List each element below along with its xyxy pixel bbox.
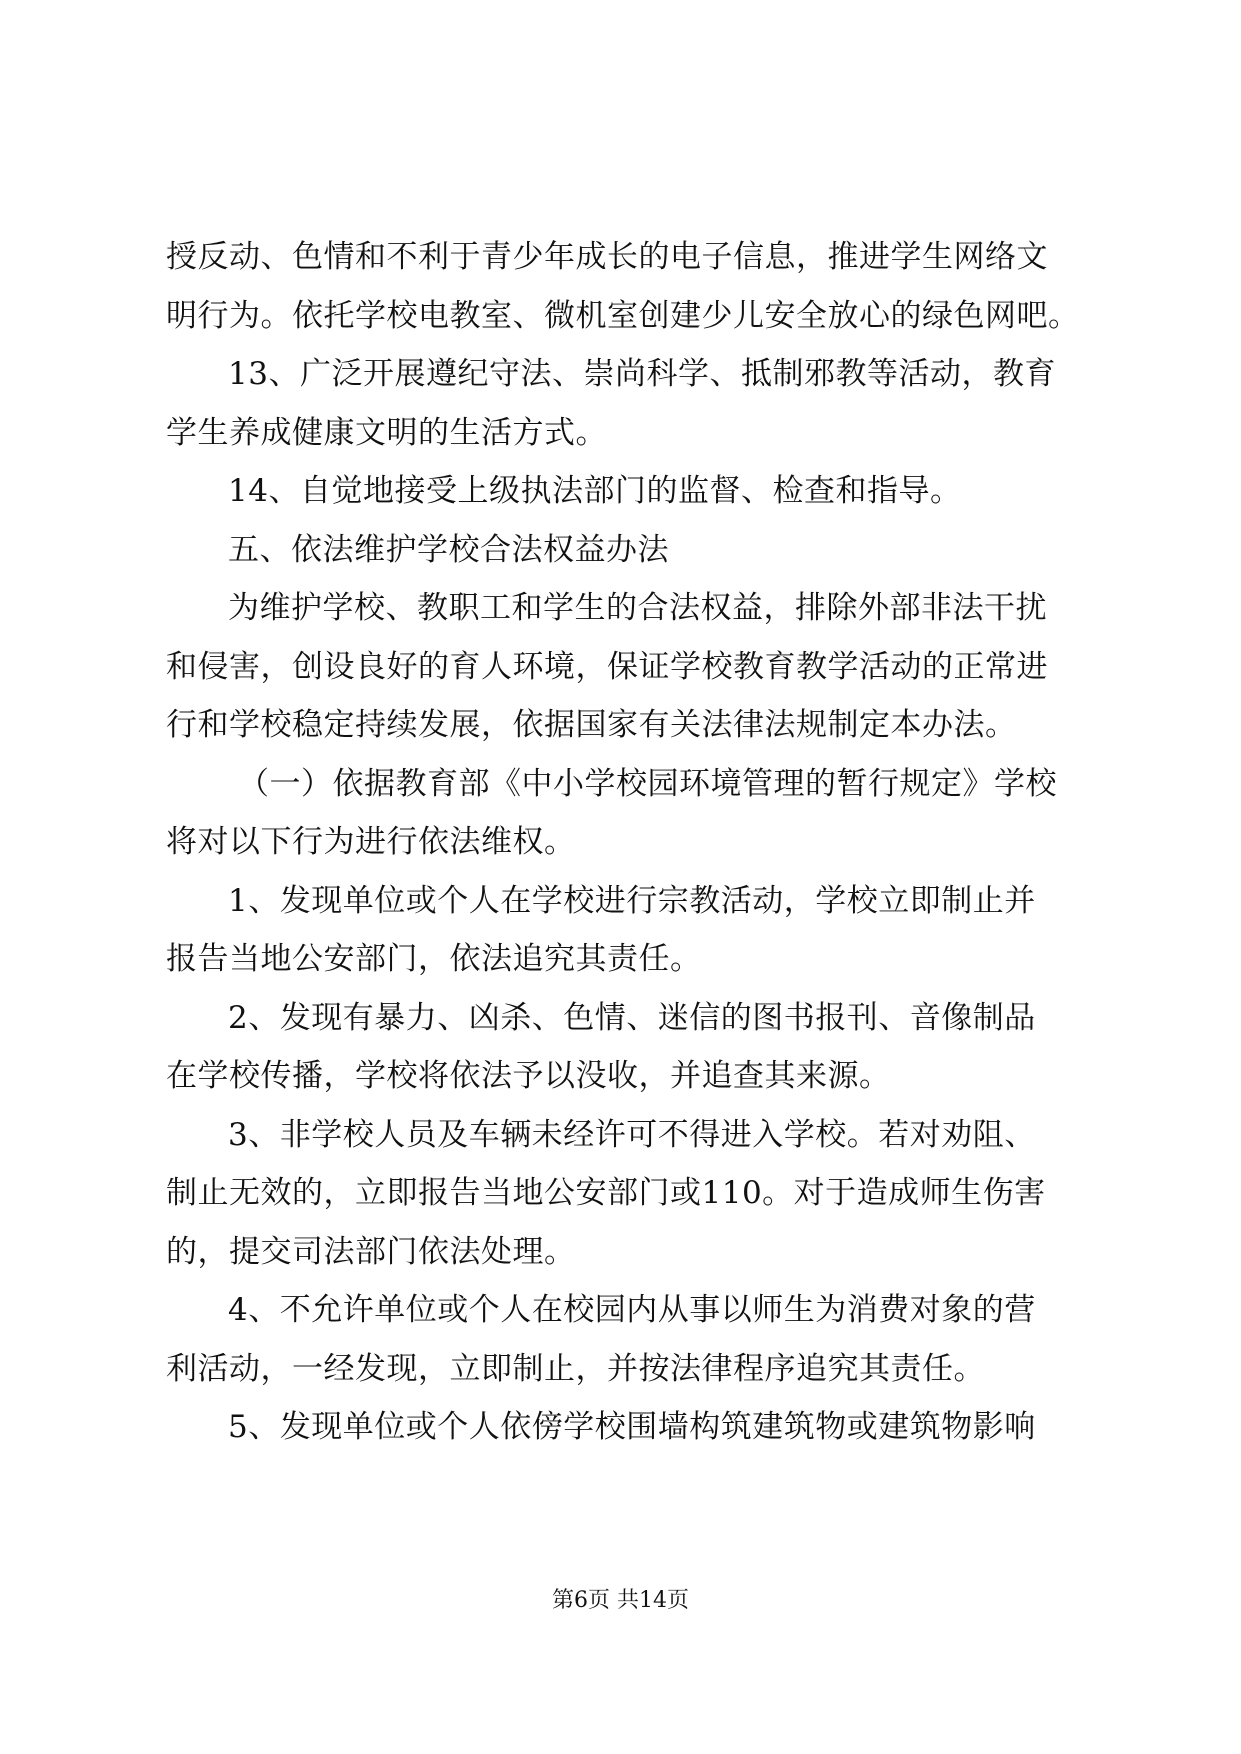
text-line: 报告当地公安部门，依法追究其责任。 xyxy=(166,941,702,977)
text-line: 在学校传播，学校将依法予以没收，并追查其来源。 xyxy=(166,1058,891,1094)
text-line: 2、发现有暴力、凶杀、色情、迷信的图书报刊、音像制品 xyxy=(228,999,1036,1036)
text-line: 行和学校稳定持续发展，依据国家有关法律法规制定本办法。 xyxy=(166,707,1017,743)
text-line: （一）依据教育部《中小学校园环境管理的暂行规定》学校 xyxy=(238,765,1057,802)
document-body xyxy=(166,228,1086,1457)
text-line: 明行为。依托学校电教室、微机室创建少儿安全放心的绿色网吧。 xyxy=(166,297,1080,334)
section-heading: 五、依法维护学校合法权益办法 xyxy=(228,531,669,568)
text-line: 利活动，一经发现，立即制止，并按法律程序追究其责任。 xyxy=(166,1350,985,1387)
text-line: 5、发现单位或个人依傍学校围墙构筑建筑物或建筑物影响 xyxy=(228,1409,1036,1445)
text-line: 和侵害，创设良好的育人环境，保证学校教育教学活动的正常进 xyxy=(166,648,1048,685)
text-line: 制止无效的，立即报告当地公安部门或110。对于造成师生伤害 xyxy=(166,1175,1046,1211)
text-line: 14、自觉地接受上级执法部门的监督、检查和指导。 xyxy=(228,473,962,509)
text-line: 的，提交司法部门依法处理。 xyxy=(166,1233,576,1270)
text-line: 13、广泛开展遵纪守法、崇尚科学、抵制邪教等活动，教育 xyxy=(228,356,1056,392)
text-line: 1、发现单位或个人在学校进行宗教活动，学校立即制止并 xyxy=(228,882,1036,919)
text-line: 学生养成健康文明的生活方式。 xyxy=(166,414,607,451)
text-line: 3、非学校人员及车辆未经许可不得进入学校。若对劝阻、 xyxy=(228,1116,1036,1153)
page-number-footer: 第6页 共14页 xyxy=(552,1588,689,1613)
text-line: 将对以下行为进行依法维权。 xyxy=(166,824,576,860)
text-line: 为维护学校、教职工和学生的合法权益，排除外部非法干扰 xyxy=(228,590,1047,626)
text-line: 4、不允许单位或个人在校园内从事以师生为消费对象的营 xyxy=(228,1292,1036,1328)
text-line: 授反动、色情和不利于青少年成长的电子信息，推进学生网络文 xyxy=(166,239,1048,275)
